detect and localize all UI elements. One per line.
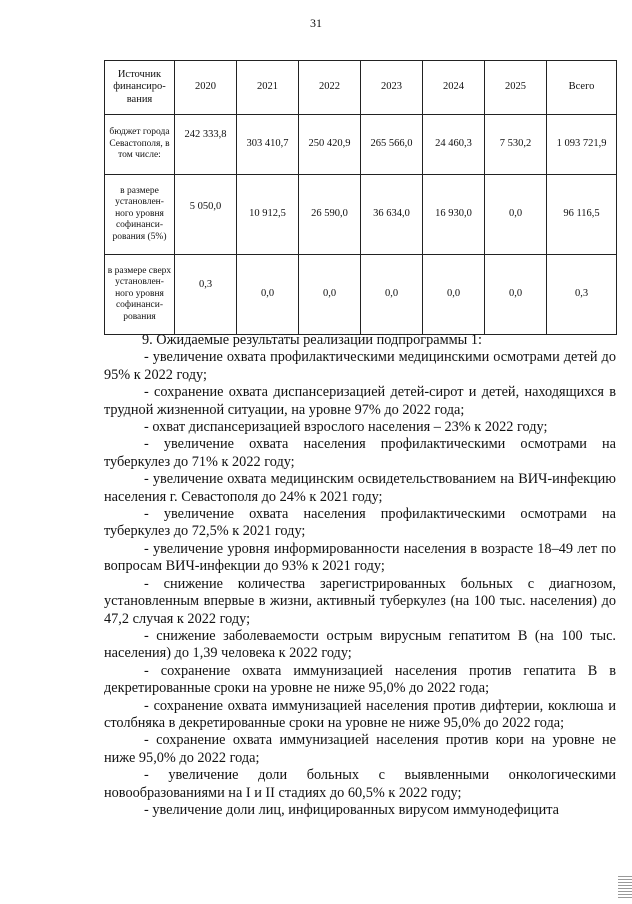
list-item: - увеличение охвата населения профилактическими осмотрами на туберкулез до 72,5% к 2021 году; [104,506,616,540]
list-item: - сохранение охвата иммунизацией населения против гепатита В в декретированные сроки на уровне не ниже 95,0% до 2022 года; [104,662,616,697]
row-label: бюджет города Севастополя, в том числе: [105,115,175,175]
table-cell: 36 634,0 [361,175,423,255]
financing-table [104,60,617,335]
table-cell: 0,0 [423,255,485,335]
table-cell: 0,0 [299,255,361,335]
table-cell: 96 116,5 [547,175,617,255]
table-cell: 265 566,0 [361,115,423,175]
column-header: Всего [547,61,617,115]
table-cell: 0,3 [547,255,617,335]
column-header: 2021 [237,61,299,115]
table-cell: 0,3 [175,255,237,335]
table-cell: 10 912,5 [237,175,299,255]
table-cell: 242 333,8 [175,115,237,175]
section-heading: 9. Ожидаемые результаты реализации подпрограммы 1: [142,332,482,348]
list-item: - сохранение охвата иммунизацией населения против дифтерии, коклюша и столбняка в декретированные сроки на уровне не ниже 95,0% до 2022 года; [104,697,616,731]
table-cell: 0,0 [485,255,547,335]
list-item: - сохранение охвата диспансеризацией детей-сирот и детей, находящихся в трудной жизненной ситуации, на уровне 97% до 2022 года; [104,384,616,418]
column-header: 2025 [485,61,547,115]
page-number: 31 [310,16,322,30]
table-header-row [105,61,617,115]
row-label: в размере сверх установлен-ного уровня софинанси-рования [105,255,175,335]
table-cell: 0,0 [361,255,423,335]
list-item: - снижение заболеваемости острым вирусным гепатитом В (на 100 тыс. населения) до 1,39 человека к 2022 году; [104,627,616,662]
list-item: - увеличение доли лиц, инфицированных вирусом иммунодефицита [144,801,559,818]
table-row [105,115,617,175]
list-item: - увеличение охвата профилактическими медицинскими осмотрами детей до 95% к 2022 году; [104,349,616,383]
column-header: 2022 [299,61,361,115]
list-item: - увеличение охвата населения профилактическими осмотрами на туберкулез до 71% к 2022 году; [104,436,616,470]
table-cell: 0,0 [237,255,299,335]
list-item: - снижение количества зарегистрированных больных с диагнозом, установленным впервые в жизни, активный туберкулез (на 100 тыс. населения) до 47,2 случая к 2022 году; [104,575,616,627]
table-cell: 0,0 [485,175,547,255]
table-cell: 303 410,7 [237,115,299,175]
table-cell: 5 050,0 [175,175,237,255]
table-cell: 7 530,2 [485,115,547,175]
scan-artifact [618,874,632,898]
column-header: 2020 [175,61,237,115]
column-header: 2023 [361,61,423,115]
list-item: - увеличение доли больных с выявленными онкологическими новообразованиями на I и II стадиях до 60,5% к 2022 году; [104,767,616,801]
list-item: - охват диспансеризацией взрослого населения – 23% к 2022 году; [144,419,548,436]
expected-results-section [104,332,616,819]
table-cell: 24 460,3 [423,115,485,175]
table-cell: 16 930,0 [423,175,485,255]
row-label: в размере установлен-ного уровня софинанси-рования (5%) [105,175,175,255]
list-item: - увеличение уровня информированности населения в возрасте 18–49 лет по вопросам ВИЧ-инфекции до 93% к 2021 году; [104,540,616,575]
table-cell: 250 420,9 [299,115,361,175]
table-cell: 1 093 721,9 [547,115,617,175]
list-item: - сохранение охвата иммунизацией населения против кори на уровне не ниже 95,0% до 2022 года; [104,732,616,766]
column-header: 2024 [423,61,485,115]
list-item: - увеличение охвата медицинским освидетельствованием на ВИЧ-инфекцию населения г. Севастополя до 24% к 2021 году; [104,471,616,505]
table-row [105,175,617,255]
table-row [105,255,617,335]
column-header: Источник финансиро-вания [105,61,175,115]
table-cell: 26 590,0 [299,175,361,255]
